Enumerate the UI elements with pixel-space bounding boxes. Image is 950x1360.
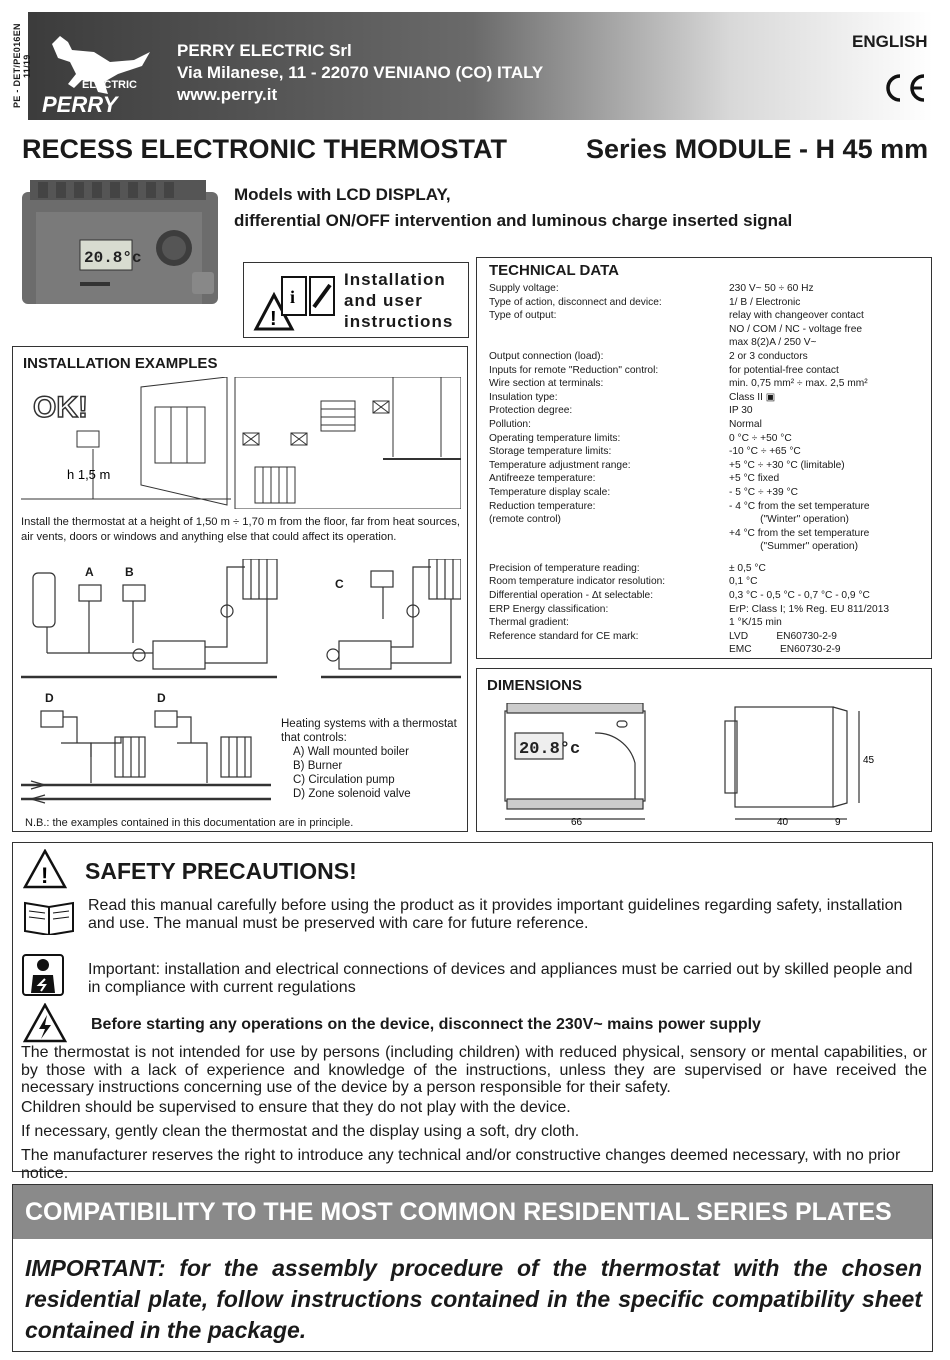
electrician-icon	[21, 953, 65, 997]
models-line-2: differential ON/OFF intervention and luminous charge inserted signal	[234, 211, 793, 230]
dim-depth-2: 9	[835, 817, 841, 827]
label-d-2: D	[157, 691, 166, 705]
tech-row: Inputs for remote "Reduction" control: for potential-free contact	[489, 364, 839, 376]
dimensions-panel	[476, 668, 932, 832]
label-c: C	[335, 577, 344, 591]
series-title: Series MODULE - H 45 mm	[586, 134, 929, 164]
svg-text:!: !	[41, 863, 49, 888]
tech-row: Pollution: Normal	[489, 418, 762, 430]
instructions-box	[243, 262, 469, 338]
tech-row: Protection degree: IP 30	[489, 405, 753, 417]
company-address: Via Milanese, 11 - 22070 VENIANO (CO) ITALY	[177, 63, 544, 82]
installation-note: Install the thermostat at a height of 1,50 m ÷ 1,70 m from the floor, far from heat sources, air vents, doors or windows and anything else that could affect its operation.	[21, 516, 460, 543]
tech-row: NO / COM / NC - voltage free	[729, 323, 863, 335]
header-banner	[12, 12, 933, 120]
instructions-label: Installation and user instructions	[344, 270, 454, 331]
safety-panel	[12, 842, 933, 1182]
models-description	[234, 182, 792, 234]
tech-row: Reference standard for CE mark: LVD EN60730-2-9	[489, 630, 837, 642]
label-a: A	[85, 565, 94, 579]
language-label: ENGLISH	[852, 32, 928, 51]
doc-id: PE - DET/PE016EN 11/19	[12, 12, 28, 120]
dim-depth: 40	[777, 817, 789, 827]
electric-hazard-icon	[23, 1003, 67, 1043]
tech-row: Antifreeze temperature: +5 °C fixed	[489, 473, 780, 485]
legend-item: C) Circulation pump	[293, 774, 395, 786]
tech-row: Thermal gradient: 1 °K/15 min	[489, 617, 782, 629]
logo-brand: PERRY	[42, 92, 118, 114]
tech-row: Output connection (load): 2 or 3 conductors	[489, 350, 808, 362]
installation-heading: INSTALLATION EXAMPLES	[23, 355, 218, 372]
label-d-1: D	[45, 691, 54, 705]
tech-row: +4 °C from the set temperature	[729, 527, 870, 539]
safety-paragraph-3: Before starting any operations on the device, disconnect the 230V~ mains power supply	[91, 1016, 761, 1033]
tech-row: ERP Energy classification: ErP: Class I; 1% Reg. EU 811/2013	[489, 603, 890, 615]
book-icon	[21, 897, 77, 935]
technical-data-heading: TECHNICAL DATA	[489, 262, 619, 279]
read-instructions-icon	[252, 271, 338, 333]
tech-row: Differential operation - Δt selectable: 0,3 °C - 0,5 °C - 0,7 °C - 0,9 °C	[489, 590, 870, 602]
dim-height: 45	[863, 755, 875, 766]
height-label: h 1,5 m	[67, 467, 111, 482]
logo-electric: ELECTRIC	[82, 79, 137, 91]
company-info	[177, 40, 543, 106]
tech-row: (remote control) ("Winter" operation)	[489, 514, 849, 526]
legend-item: D) Zone solenoid valve	[293, 788, 411, 800]
tech-row: Reduction temperature: - 4 °C from the set temperature	[489, 500, 870, 512]
dim-width: 66	[571, 817, 583, 827]
tech-row: Temperature display scale: - 5 °C ÷ +39 °C	[489, 486, 798, 498]
svg-text:i: i	[290, 287, 296, 307]
placement-diagram	[21, 377, 461, 509]
warning-icon	[23, 849, 67, 889]
tech-row: Insulation type: Class II ▣	[489, 391, 776, 403]
company-web[interactable]: www.perry.it	[177, 85, 278, 104]
thermostat-photo	[22, 180, 222, 312]
device-display: 20.8°c	[84, 249, 142, 267]
tech-row: Type of action, disconnect and device: 1/ B / Electronic	[489, 296, 801, 308]
compatibility-panel	[12, 1184, 933, 1352]
dimensions-heading: DIMENSIONS	[487, 677, 583, 694]
legend-item: B) Burner	[293, 760, 343, 772]
tech-row: Supply voltage: 230 V~ 50 ÷ 60 Hz	[489, 283, 814, 294]
safety-paragraph-5: Children should be supervised to ensure that they do not play with the device.	[21, 1099, 571, 1116]
tech-row: Wire section at terminals: min. 0,75 mm² ÷ max. 2,5 mm²	[489, 378, 868, 390]
ok-label: OK!	[33, 391, 88, 424]
tech-row: Room temperature indicator resolution: 0,1 °C	[489, 576, 758, 588]
dim-display: 20.8°c	[519, 740, 581, 759]
tech-row: Storage temperature limits: -10 °C ÷ +65 °C	[489, 446, 801, 458]
company-name: PERRY ELECTRIC Srl	[177, 41, 352, 60]
nb-note: N.B.: the examples contained in this documentation are in principle.	[25, 817, 354, 829]
tech-row: Precision of temperature reading: ± 0,5 °C	[489, 562, 766, 574]
perry-logo	[38, 22, 158, 114]
product-title: RECESS ELECTRONIC THERMOSTAT	[22, 134, 508, 164]
legend-item: A) Wall mounted boiler	[293, 746, 409, 758]
dimensions-drawing	[495, 703, 925, 827]
safety-paragraph-7: The manufacturer reserves the right to introduce any technical and/or constructive changes deemed necessary, with no prior notice.	[21, 1147, 901, 1182]
compatibility-important: IMPORTANT: for the assembly procedure of the thermostat with the chosen residential plate, follow instructions contained in the specific compatibility sheet contained in the package.	[25, 1255, 922, 1343]
safety-heading: SAFETY PRECAUTIONS!	[85, 858, 357, 884]
label-b: B	[125, 565, 134, 579]
ce-mark-icon	[882, 72, 928, 104]
tech-row: EMC EN60730-2-9	[729, 644, 841, 656]
technical-data-panel	[476, 257, 932, 659]
system-diagram-d	[21, 707, 277, 807]
svg-text:!: !	[270, 308, 277, 330]
tech-row: Type of output: relay with changeover contact	[489, 310, 864, 322]
tech-row: Operating temperature limits: 0 °C ÷ +50 °C	[489, 432, 792, 444]
safety-paragraph-4: The thermostat is not intended for use by persons (including children) with reduced physical, sensory or mental capabilities, or by those with a lack of experience and knowledge of the instructions, unless they are supervised or have received the necessary instructions concerning use of the device by a person responsible for their safety.	[21, 1044, 927, 1096]
safety-paragraph-6: If necessary, gently clean the thermostat and the display using a soft, dry cloth.	[21, 1123, 580, 1140]
heating-systems-legend: Heating systems with a thermostat that controls: A) Wall mounted boiler B) Burner C) Circulation pump D) Zone solenoid valve	[281, 718, 457, 800]
safety-paragraph-2: Important: installation and electrical connections of devices and appliances must be carried out by skilled people and in compliance with current regulations	[88, 961, 913, 996]
tech-row: max 8(2)A / 250 V~	[729, 337, 817, 349]
compatibility-heading: COMPATIBILITY TO THE MOST COMMON RESIDENTIAL SERIES PLATES	[13, 1185, 932, 1239]
models-line-1: Models with LCD DISPLAY,	[234, 185, 451, 204]
tech-row: Temperature adjustment range: +5 °C ÷ +30 °C (limitable)	[489, 459, 845, 471]
installation-examples-panel	[12, 346, 468, 832]
tech-row: ("Summer" operation)	[729, 541, 858, 553]
safety-paragraph-1: Read this manual carefully before using the product as it provides important guidelines regarding safety, installation and use. The manual must be preserved with care for future reference.	[88, 897, 903, 932]
